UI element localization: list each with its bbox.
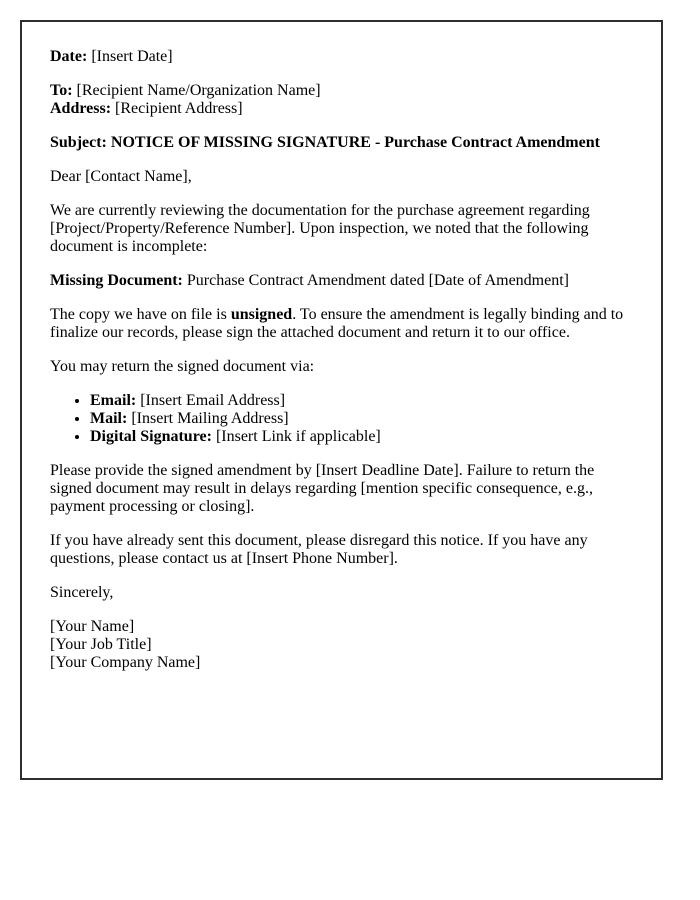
to-value: [Recipient Name/Organization Name] [76, 82, 321, 99]
file-copy-pre: The copy we have on file is [50, 306, 231, 323]
signature-job-title: [Your Job Title] [50, 636, 152, 653]
disregard-paragraph: If you have already sent this document, please disregard this notice. If you have any questions, please contact us at [Insert Phone Number]. [50, 532, 588, 567]
digital-signature-value: [Insert Link if applicable] [215, 428, 381, 445]
subject-line [50, 134, 633, 152]
signature-company: [Your Company Name] [50, 654, 201, 671]
list-item-digital-signature [90, 428, 633, 446]
recipient-block [50, 82, 633, 118]
file-copy-paragraph [50, 306, 633, 342]
subject-text: NOTICE OF MISSING SIGNATURE - Purchase Contract Amendment [110, 134, 600, 151]
missing-document-line [50, 272, 633, 290]
email-value: [Insert Email Address] [140, 392, 286, 409]
missing-document-label: Missing Document: [50, 272, 183, 289]
signature-block [50, 618, 633, 672]
closing: Sincerely, [50, 584, 114, 601]
missing-document-value: Purchase Contract Amendment dated [Date of Amendment] [186, 272, 569, 289]
mail-label: Mail: [90, 410, 128, 427]
intro-paragraph: We are currently reviewing the documentation for the purchase agreement regarding [Project/Property/Reference Number]. Upon inspection, we noted that the following document is incomplete: [50, 202, 590, 255]
list-item-mail [90, 410, 633, 428]
address-label: Address: [50, 100, 112, 117]
file-copy-post: . To ensure the amendment is legally binding and to finalize our records, please sign the attached document and return it to our office. [50, 306, 624, 341]
to-label: To: [50, 82, 73, 99]
signature-name: [Your Name] [50, 618, 135, 635]
mail-value: [Insert Mailing Address] [131, 410, 289, 427]
list-item-email [90, 392, 633, 410]
file-copy-unsigned: unsigned [230, 306, 293, 323]
subject-label: Subject: [50, 134, 107, 151]
salutation: Dear [Contact Name], [50, 168, 192, 185]
digital-signature-label: Digital Signature: [90, 428, 212, 445]
return-intro: You may return the signed document via: [50, 358, 315, 375]
date-label: Date: [50, 48, 88, 65]
return-methods-list [50, 392, 633, 446]
deadline-paragraph: Please provide the signed amendment by [Insert Deadline Date]. Failure to return the signed document may result in delays regarding [mention specific consequence, e.g., payment processing or closing]. [50, 462, 595, 515]
email-label: Email: [90, 392, 137, 409]
date-value: [Insert Date] [91, 48, 173, 65]
date-line [50, 48, 633, 66]
letter-container [20, 20, 663, 780]
address-value: [Recipient Address] [115, 100, 243, 117]
